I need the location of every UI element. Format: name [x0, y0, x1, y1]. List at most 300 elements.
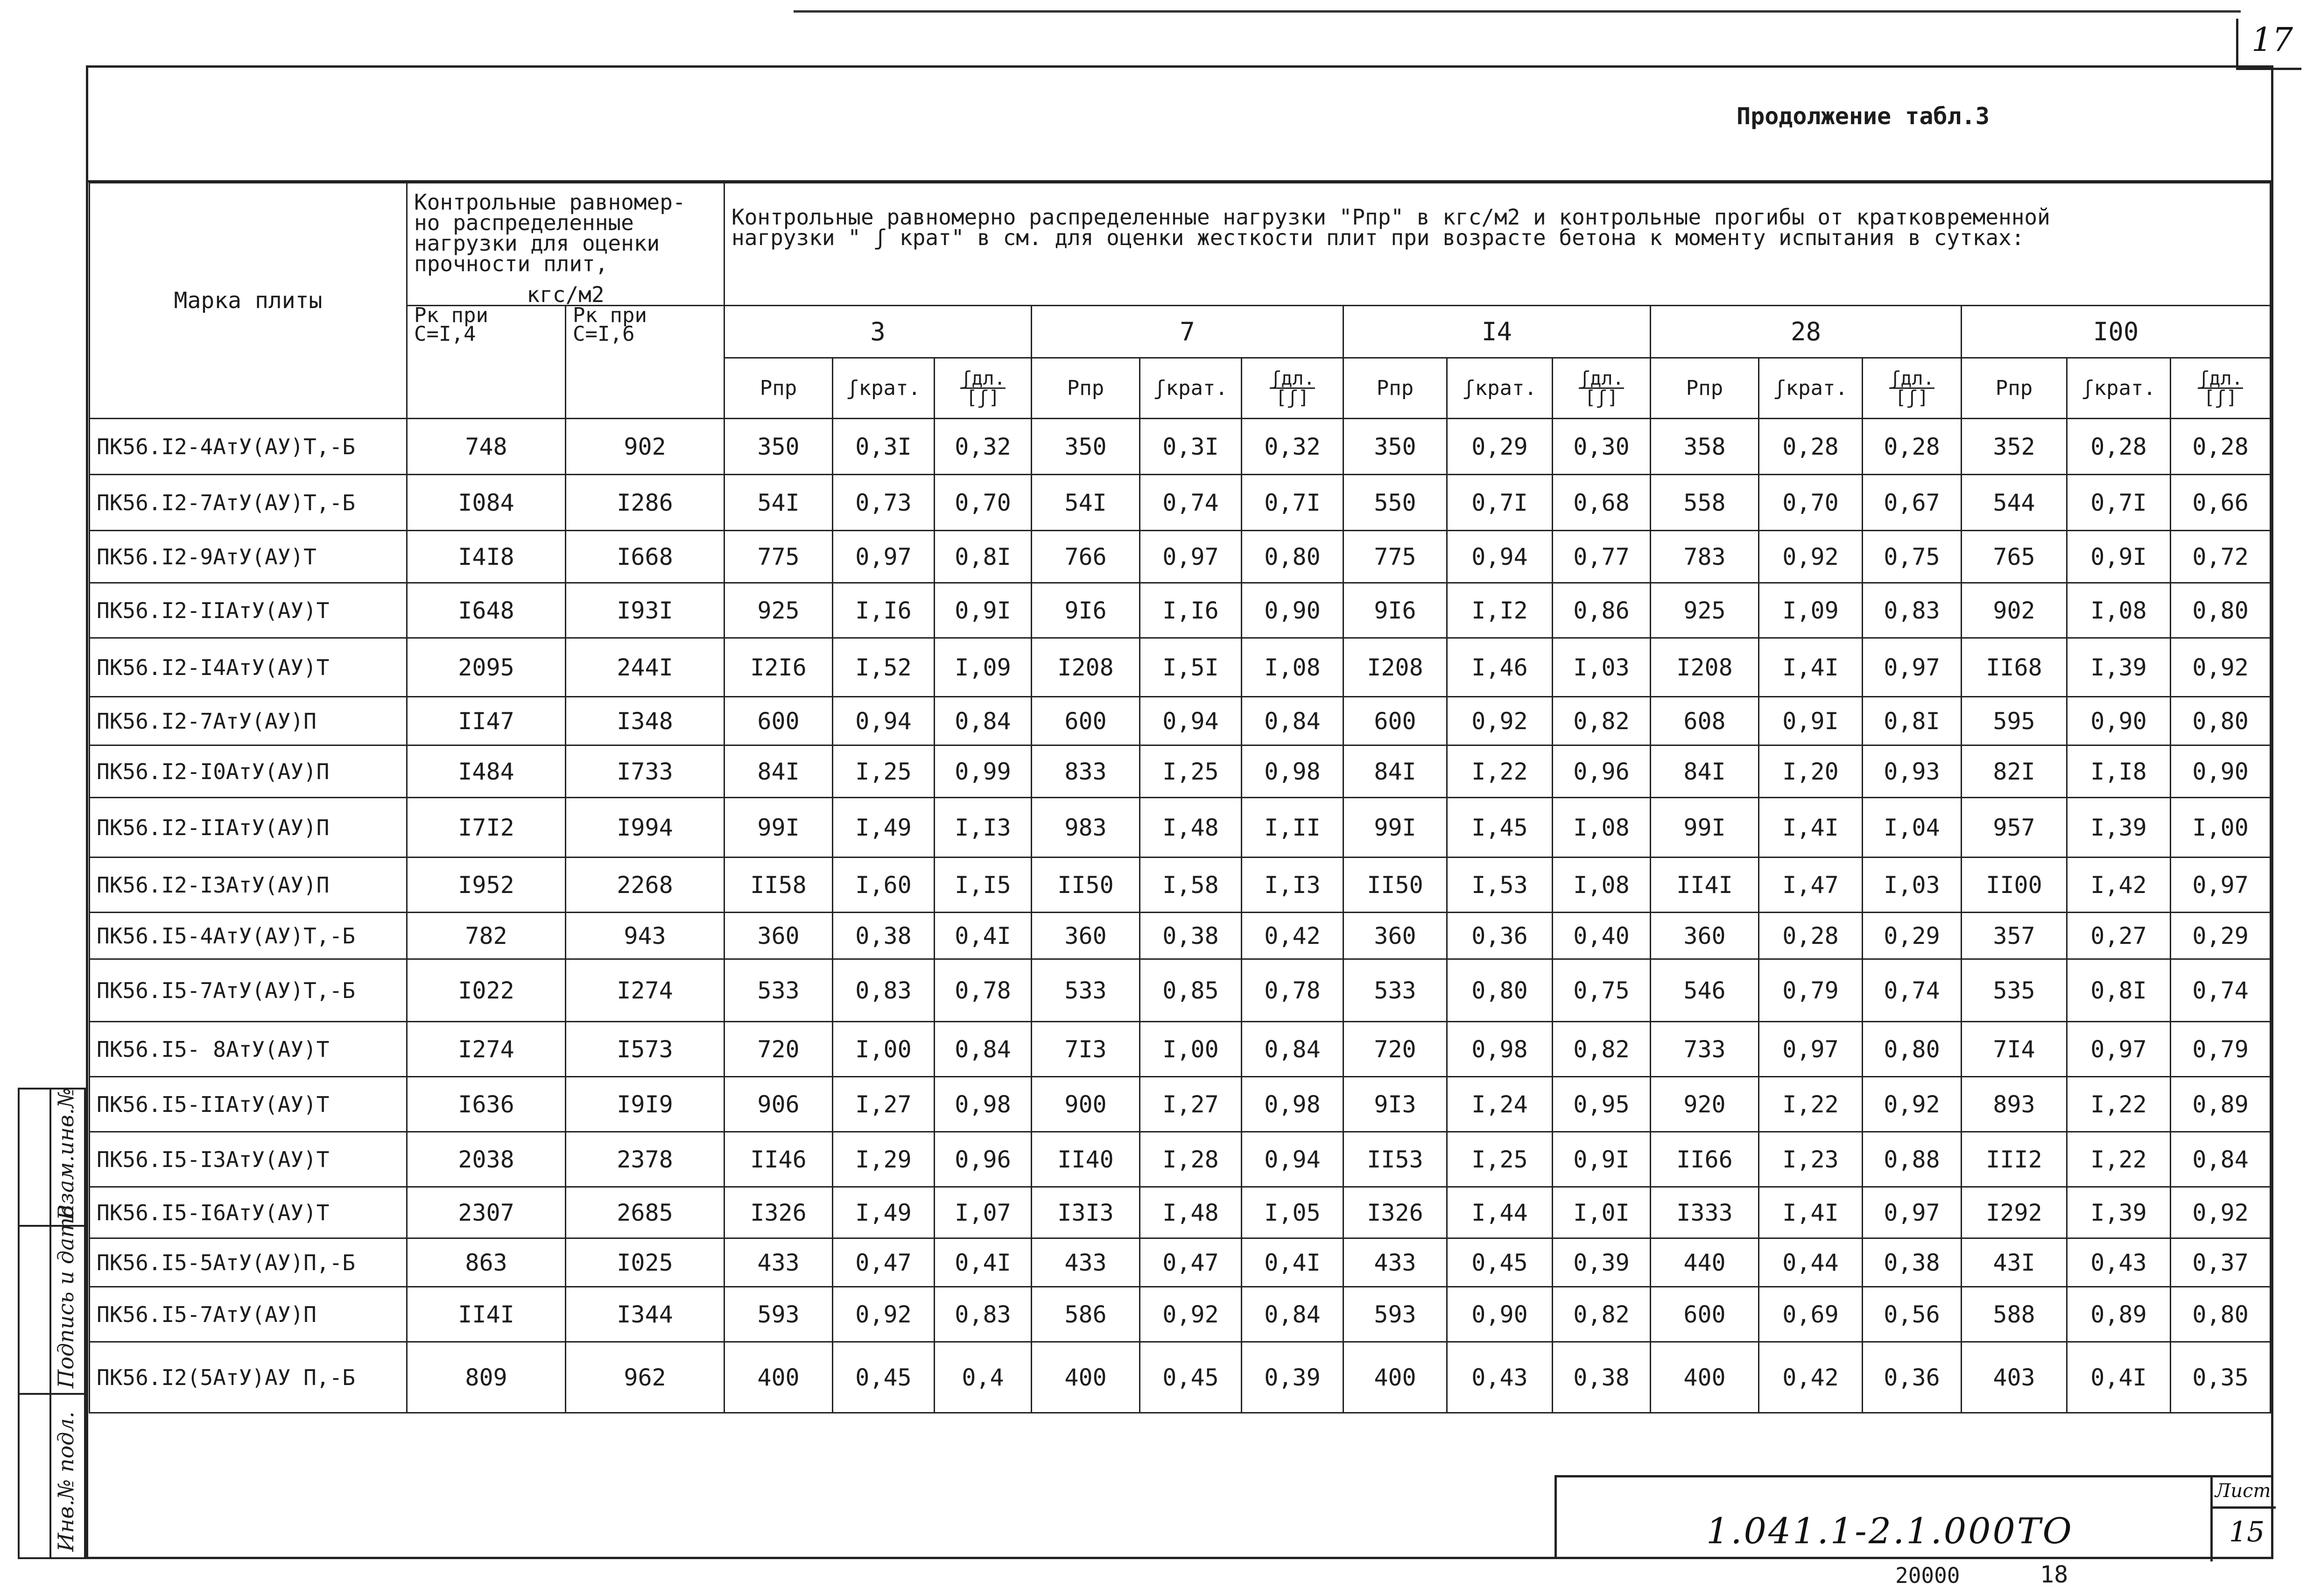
cell-value: 0,4I [2067, 1342, 2171, 1413]
cell-value: 0,45 [833, 1342, 935, 1413]
cell-value: II47 [407, 697, 566, 745]
side-cell-bottom: Инв.№ подл. [53, 1411, 78, 1552]
cell-value: 0,94 [1140, 697, 1242, 745]
sheet-mark: 17 [2251, 21, 2293, 59]
table-row [90, 583, 2271, 638]
cell-value: 863 [407, 1238, 566, 1287]
cell-value: 608 [1651, 697, 1759, 745]
cell-value: I,53 [1447, 858, 1553, 913]
format-code: 20000 [1895, 1563, 1960, 1588]
cell-value: 0,69 [1759, 1287, 1863, 1342]
cell-value: 0,98 [1242, 745, 1343, 798]
header-brand: Марка плиты [90, 183, 407, 419]
cell-value: II40 [1032, 1132, 1140, 1187]
table-row [90, 697, 2271, 745]
cell-value: I,23 [1759, 1132, 1863, 1187]
cell-value: I,39 [2067, 638, 2171, 697]
cell-value: 533 [1343, 959, 1447, 1022]
cell-value: I,5I [1140, 638, 1242, 697]
cell-value: I7I2 [407, 798, 566, 858]
fdl-bottom: [ʃ] [1275, 387, 1309, 408]
cell-value: I573 [566, 1022, 724, 1077]
sub-ppr: Pпр [1962, 358, 2067, 419]
cell-value: 0,77 [1553, 531, 1651, 583]
header-stiffness: Контрольные равномерно распределенные нагрузки "Pпр" в кгс/м2 и контрольные прогибы от кратковременной нагрузки " ʃ крат" в см. для оценки жесткости плит при возрасте бетона к моменту испытания в сутках: [724, 183, 2271, 306]
cell-value: 2307 [407, 1187, 566, 1238]
cell-value: I,0I [1553, 1187, 1651, 1238]
cell-value: 0,9I [2067, 531, 2171, 583]
cell-value: 906 [724, 1077, 833, 1132]
cell-value: 600 [724, 697, 833, 745]
cell-value: I,I2 [1447, 583, 1553, 638]
age-7: 7 [1032, 306, 1343, 358]
cell-value: I292 [1962, 1187, 2067, 1238]
cell-value: 957 [1962, 798, 2067, 858]
cell-value: II68 [1962, 638, 2067, 697]
cell-value: I,I8 [2067, 745, 2171, 798]
cell-value: 400 [1343, 1342, 1447, 1413]
cell-value: 0,7I [1447, 475, 1553, 531]
cell-value: 0,98 [1447, 1022, 1553, 1077]
fdl-top: ʃдл. [960, 368, 1006, 389]
cell-value: 0,97 [1863, 1187, 1962, 1238]
cell-value: I733 [566, 745, 724, 798]
sub-fdl [2171, 358, 2271, 419]
table-row [90, 1287, 2271, 1342]
cell-value: 0,94 [1242, 1132, 1343, 1187]
cell-value: I,08 [2067, 583, 2171, 638]
cell-value: 0,84 [1242, 1287, 1343, 1342]
sub-fkrat: ʃкрат. [1759, 358, 1863, 419]
cell-value: I,I5 [935, 858, 1032, 913]
cell-value: 7I4 [1962, 1022, 2067, 1077]
cell-value: 0,80 [2171, 583, 2271, 638]
cell-value: I,58 [1140, 858, 1242, 913]
cell-value: I,27 [1140, 1077, 1242, 1132]
cell-value: 0,28 [2171, 419, 2271, 475]
cell-value: 84I [1343, 745, 1447, 798]
cell-value: 0,32 [1242, 419, 1343, 475]
cell-value: II00 [1962, 858, 2067, 913]
sheet-number: 15 [2229, 1516, 2265, 1548]
cell-value: 0,28 [2067, 419, 2171, 475]
cell-value: 0,89 [2171, 1077, 2271, 1132]
cell-value: 0,97 [833, 531, 935, 583]
cell-value: I,22 [1447, 745, 1553, 798]
side-cell-middle: Подпись и дата [53, 1204, 78, 1388]
cell-value: I,25 [833, 745, 935, 798]
cell-value: 0,90 [1242, 583, 1343, 638]
cell-value: I,47 [1759, 858, 1863, 913]
cell-value: I,22 [2067, 1077, 2171, 1132]
cell-brand: ПК56.I5-7АтУ(АУ)Т,-Б [90, 959, 407, 1022]
cell-value: I,04 [1863, 798, 1962, 858]
side-stamp-divider [49, 1090, 51, 1557]
cell-value: 0,39 [1553, 1238, 1651, 1287]
cell-value: 783 [1651, 531, 1759, 583]
table-row [90, 1022, 2271, 1077]
cell-value: 0,94 [833, 697, 935, 745]
cell-value: 0,97 [2067, 1022, 2171, 1077]
cell-value: 0,4I [935, 913, 1032, 959]
cell-value: 0,28 [1759, 419, 1863, 475]
cell-brand: ПК56.I2-7АтУ(АУ)П [90, 697, 407, 745]
cell-value: 358 [1651, 419, 1759, 475]
cell-value: 0,78 [935, 959, 1032, 1022]
cell-value: 403 [1962, 1342, 2067, 1413]
table-row [90, 798, 2271, 858]
cell-value: 0,29 [1447, 419, 1553, 475]
cell-value: 920 [1651, 1077, 1759, 1132]
cell-value: 833 [1032, 745, 1140, 798]
cell-value: 0,29 [2171, 913, 2271, 959]
cell-value: 0,90 [2171, 745, 2271, 798]
cell-value: 244I [566, 638, 724, 697]
cell-value: 0,74 [2171, 959, 2271, 1022]
fdl-top: ʃдл. [1579, 368, 1624, 389]
cell-value: 0,36 [1863, 1342, 1962, 1413]
cell-value: II50 [1343, 858, 1447, 913]
cell-brand: ПК56.I5-I3АтУ(АУ)Т [90, 1132, 407, 1187]
cell-value: 0,44 [1759, 1238, 1863, 1287]
cell-value: 0,29 [1863, 913, 1962, 959]
cell-value: 0,4I [935, 1238, 1032, 1287]
cell-value: 84I [1651, 745, 1759, 798]
cell-value: I344 [566, 1287, 724, 1342]
table-row [90, 531, 2271, 583]
cell-brand: ПК56.I2-I0АтУ(АУ)П [90, 745, 407, 798]
cell-value: 0,85 [1140, 959, 1242, 1022]
cell-value: 433 [1343, 1238, 1447, 1287]
cell-value: 0,80 [2171, 1287, 2271, 1342]
cell-value: II58 [724, 858, 833, 913]
cell-value: I,25 [1447, 1132, 1553, 1187]
cell-brand: ПК56.I2-IIАтУ(АУ)Т [90, 583, 407, 638]
cell-value: 0,8I [2067, 959, 2171, 1022]
cell-value: 925 [724, 583, 833, 638]
table-row [90, 1342, 2271, 1413]
cell-value: 558 [1651, 475, 1759, 531]
cell-value: 0,75 [1863, 531, 1962, 583]
cell-value: II50 [1032, 858, 1140, 913]
cell-value: 0,38 [1553, 1342, 1651, 1413]
cell-value: 0,45 [1140, 1342, 1242, 1413]
cell-value: 0,97 [1759, 1022, 1863, 1077]
table-row [90, 913, 2271, 959]
cell-value: 0,95 [1553, 1077, 1651, 1132]
sub-ppr: Pпр [724, 358, 833, 419]
cell-value: I,24 [1447, 1077, 1553, 1132]
cell-value: 943 [566, 913, 724, 959]
cell-value: II4I [407, 1287, 566, 1342]
cell-value: I,45 [1447, 798, 1553, 858]
cell-value: 533 [724, 959, 833, 1022]
cell-value: 0,80 [1242, 531, 1343, 583]
cell-value: I,42 [2067, 858, 2171, 913]
cell-value: 0,4 [935, 1342, 1032, 1413]
cell-value: 0,94 [1447, 531, 1553, 583]
cell-value: 400 [724, 1342, 833, 1413]
cell-value: 0,68 [1553, 475, 1651, 531]
cell-value: 720 [724, 1022, 833, 1077]
cell-value: 360 [1343, 913, 1447, 959]
cell-brand: ПК56.I2-9АтУ(АУ)Т [90, 531, 407, 583]
cell-brand: ПК56.I2(5АтУ)АУ П,-Б [90, 1342, 407, 1413]
fdl-top: ʃдл. [1889, 368, 1934, 389]
age-14: I4 [1343, 306, 1651, 358]
cell-value: 2095 [407, 638, 566, 697]
cell-value: 0,78 [1242, 959, 1343, 1022]
cell-value: I484 [407, 745, 566, 798]
cell-value: I,25 [1140, 745, 1242, 798]
cell-value: 0,73 [833, 475, 935, 531]
top-rule [794, 10, 2241, 13]
sub-ppr: Pпр [1343, 358, 1447, 419]
cell-value: I,03 [1553, 638, 1651, 697]
header-rk16: Pк при C=I,6 [566, 306, 724, 419]
cell-value: I,09 [935, 638, 1032, 697]
cell-value: 0,82 [1553, 1287, 1651, 1342]
cell-value: I,00 [1140, 1022, 1242, 1077]
cell-value: I,20 [1759, 745, 1863, 798]
cell-value: 0,92 [833, 1287, 935, 1342]
cell-value: 0,80 [1447, 959, 1553, 1022]
cell-value: II4I [1651, 858, 1759, 913]
table-row [90, 745, 2271, 798]
cell-value: 0,92 [2171, 638, 2271, 697]
cell-value: 0,8I [935, 531, 1032, 583]
fdl-bottom: [ʃ] [1895, 387, 1929, 408]
cell-value: 983 [1032, 798, 1140, 858]
age-28: 28 [1651, 306, 1962, 358]
cell-value: I274 [407, 1022, 566, 1077]
cell-value: 0,99 [935, 745, 1032, 798]
cell-value: I208 [1032, 638, 1140, 697]
sub-fkrat: ʃкрат. [833, 358, 935, 419]
cell-value: 748 [407, 419, 566, 475]
cell-value: 0,84 [935, 697, 1032, 745]
cell-value: 0,40 [1553, 913, 1651, 959]
cell-value: 0,92 [2171, 1187, 2271, 1238]
cell-value: 0,43 [2067, 1238, 2171, 1287]
cell-value: 0,82 [1553, 1022, 1651, 1077]
cell-brand: ПК56.I2-IIАтУ(АУ)П [90, 798, 407, 858]
cell-value: 0,97 [1863, 638, 1962, 697]
cell-value: 0,88 [1863, 1132, 1962, 1187]
sheet-label: Лист [2215, 1480, 2271, 1502]
cell-value: I,03 [1863, 858, 1962, 913]
cell-value: 544 [1962, 475, 2067, 531]
fdl-bottom: [ʃ] [2203, 387, 2237, 408]
cell-value: I,48 [1140, 798, 1242, 858]
cell-value: 533 [1032, 959, 1140, 1022]
cell-value: 588 [1962, 1287, 2067, 1342]
cell-value: 54I [1032, 475, 1140, 531]
cell-value: 0,37 [2171, 1238, 2271, 1287]
page-number: 18 [2040, 1561, 2068, 1588]
cell-value: 0,84 [935, 1022, 1032, 1077]
cell-value: 433 [1032, 1238, 1140, 1287]
sub-fkrat: ʃкрат. [2067, 358, 2171, 419]
fdl-top: ʃдл. [1270, 368, 1315, 389]
cell-value: 0,84 [2171, 1132, 2271, 1187]
cell-value: 357 [1962, 913, 2067, 959]
cell-value: 2378 [566, 1132, 724, 1187]
cell-value: I,09 [1759, 583, 1863, 638]
cell-brand: ПК56.I2-4АтУ(АУ)Т,-Б [90, 419, 407, 475]
cell-brand: ПК56.I5-IIАтУ(АУ)Т [90, 1077, 407, 1132]
cell-value: 893 [1962, 1077, 2067, 1132]
side-rule-2 [20, 1393, 84, 1395]
cell-value: 0,79 [2171, 1022, 2271, 1077]
cell-value: 595 [1962, 697, 2067, 745]
cell-value: 350 [724, 419, 833, 475]
cell-value: 360 [1651, 913, 1759, 959]
cell-value: I,I6 [833, 583, 935, 638]
cell-value: 600 [1032, 697, 1140, 745]
cell-value: 535 [1962, 959, 2067, 1022]
cell-value: I668 [566, 531, 724, 583]
cell-value: 0,90 [1447, 1287, 1553, 1342]
cell-value: 82I [1962, 745, 2067, 798]
fdl-top: ʃдл. [2198, 368, 2243, 389]
cell-value: I025 [566, 1238, 724, 1287]
sub-ppr: Pпр [1032, 358, 1140, 419]
cell-value: 0,97 [2171, 858, 2271, 913]
cell-value: I326 [1343, 1187, 1447, 1238]
cell-value: 600 [1651, 1287, 1759, 1342]
age-3: 3 [724, 306, 1032, 358]
cell-value: 600 [1343, 697, 1447, 745]
cell-value: 0,3I [833, 419, 935, 475]
cell-value: III2 [1962, 1132, 2067, 1187]
cell-value: 0,80 [2171, 697, 2271, 745]
cell-value: 902 [1962, 583, 2067, 638]
cell-value: I994 [566, 798, 724, 858]
cell-value: 0,7I [1242, 475, 1343, 531]
cell-value: 400 [1651, 1342, 1759, 1413]
cell-brand: ПК56.I5-5АтУ(АУ)П,-Б [90, 1238, 407, 1287]
cell-value: 0,38 [1140, 913, 1242, 959]
cell-value: I,4I [1759, 798, 1863, 858]
cell-value: 0,35 [2171, 1342, 2271, 1413]
cell-value: 84I [724, 745, 833, 798]
cell-value: 0,72 [2171, 531, 2271, 583]
cell-brand: ПК56.I2-I4АтУ(АУ)Т [90, 638, 407, 697]
cell-value: I,28 [1140, 1132, 1242, 1187]
cell-value: I,22 [2067, 1132, 2171, 1187]
side-stamp [18, 1088, 86, 1559]
cell-value: I4I8 [407, 531, 566, 583]
side-cell-top: Взам.инв.№ [53, 1088, 78, 1220]
cell-value: 54I [724, 475, 833, 531]
cell-value: 0,7I [2067, 475, 2171, 531]
cell-value: 0,4I [1242, 1238, 1343, 1287]
cell-value: I,27 [833, 1077, 935, 1132]
cell-value: I648 [407, 583, 566, 638]
cell-value: 0,43 [1447, 1342, 1553, 1413]
loads-table [89, 182, 2271, 1413]
cell-value: 0,92 [1140, 1287, 1242, 1342]
cell-value: 0,80 [1863, 1022, 1962, 1077]
cell-value: 2268 [566, 858, 724, 913]
cell-value: 0,9I [1553, 1132, 1651, 1187]
cell-value: I952 [407, 858, 566, 913]
cell-brand: ПК56.I5-4АтУ(АУ)Т,-Б [90, 913, 407, 959]
cell-value: 0,92 [1759, 531, 1863, 583]
cell-value: 0,45 [1447, 1238, 1553, 1287]
cell-value: I,52 [833, 638, 935, 697]
cell-value: 766 [1032, 531, 1140, 583]
cell-value: 440 [1651, 1238, 1759, 1287]
table-row [90, 1077, 2271, 1132]
cell-value: 0,42 [1759, 1342, 1863, 1413]
cell-value: 0,28 [1759, 913, 1863, 959]
cell-value: 962 [566, 1342, 724, 1413]
cell-brand: ПК56.I5- 8АтУ(АУ)Т [90, 1022, 407, 1077]
cell-value: I326 [724, 1187, 833, 1238]
cell-value: 0,89 [2067, 1287, 2171, 1342]
cell-value: I,I3 [1242, 858, 1343, 913]
table-row [90, 1187, 2271, 1238]
cell-value: 0,83 [935, 1287, 1032, 1342]
cell-value: 733 [1651, 1022, 1759, 1077]
cell-value: I,22 [1759, 1077, 1863, 1132]
cell-value: 0,98 [1242, 1077, 1343, 1132]
cell-value: 0,30 [1553, 419, 1651, 475]
cell-value: 0,70 [1759, 475, 1863, 531]
header-strength [407, 183, 724, 306]
cell-value: 765 [1962, 531, 2067, 583]
cell-value: 0,39 [1242, 1342, 1343, 1413]
cell-value: 0,83 [833, 959, 935, 1022]
sub-fdl [1863, 358, 1962, 419]
cell-value: 350 [1343, 419, 1447, 475]
stamp-sheet-rule [2210, 1506, 2276, 1509]
cell-value: 0,70 [935, 475, 1032, 531]
cell-value: 0,79 [1759, 959, 1863, 1022]
cell-value: 0,84 [1242, 697, 1343, 745]
cell-value: I274 [566, 959, 724, 1022]
cell-value: I,I6 [1140, 583, 1242, 638]
cell-value: 0,42 [1242, 913, 1343, 959]
cell-value: 0,74 [1863, 959, 1962, 1022]
cell-value: I,4I [1759, 1187, 1863, 1238]
table-row [90, 1238, 2271, 1287]
cell-value: 360 [724, 913, 833, 959]
cell-value: 809 [407, 1342, 566, 1413]
cell-value: 0,47 [1140, 1238, 1242, 1287]
title-block [1554, 1475, 2273, 1559]
cell-value: 0,92 [1863, 1077, 1962, 1132]
cell-value: I93I [566, 583, 724, 638]
cell-value: 0,84 [1242, 1022, 1343, 1077]
cell-value: I9I9 [566, 1077, 724, 1132]
cell-value: I,48 [1140, 1187, 1242, 1238]
header-strength-text: Контрольные равномер- но распределенные нагрузки для оценки прочности плит, [414, 190, 686, 276]
cell-value: 0,74 [1140, 475, 1242, 531]
cell-value: I,07 [935, 1187, 1032, 1238]
cell-value: 782 [407, 913, 566, 959]
cell-value: 593 [724, 1287, 833, 1342]
cell-value: I348 [566, 697, 724, 745]
cell-value: 400 [1032, 1342, 1140, 1413]
cell-value: I3I3 [1032, 1187, 1140, 1238]
cell-value: 0,96 [935, 1132, 1032, 1187]
sub-ppr: Pпр [1651, 358, 1759, 419]
cell-value: I208 [1651, 638, 1759, 697]
cell-value: 9I6 [1032, 583, 1140, 638]
